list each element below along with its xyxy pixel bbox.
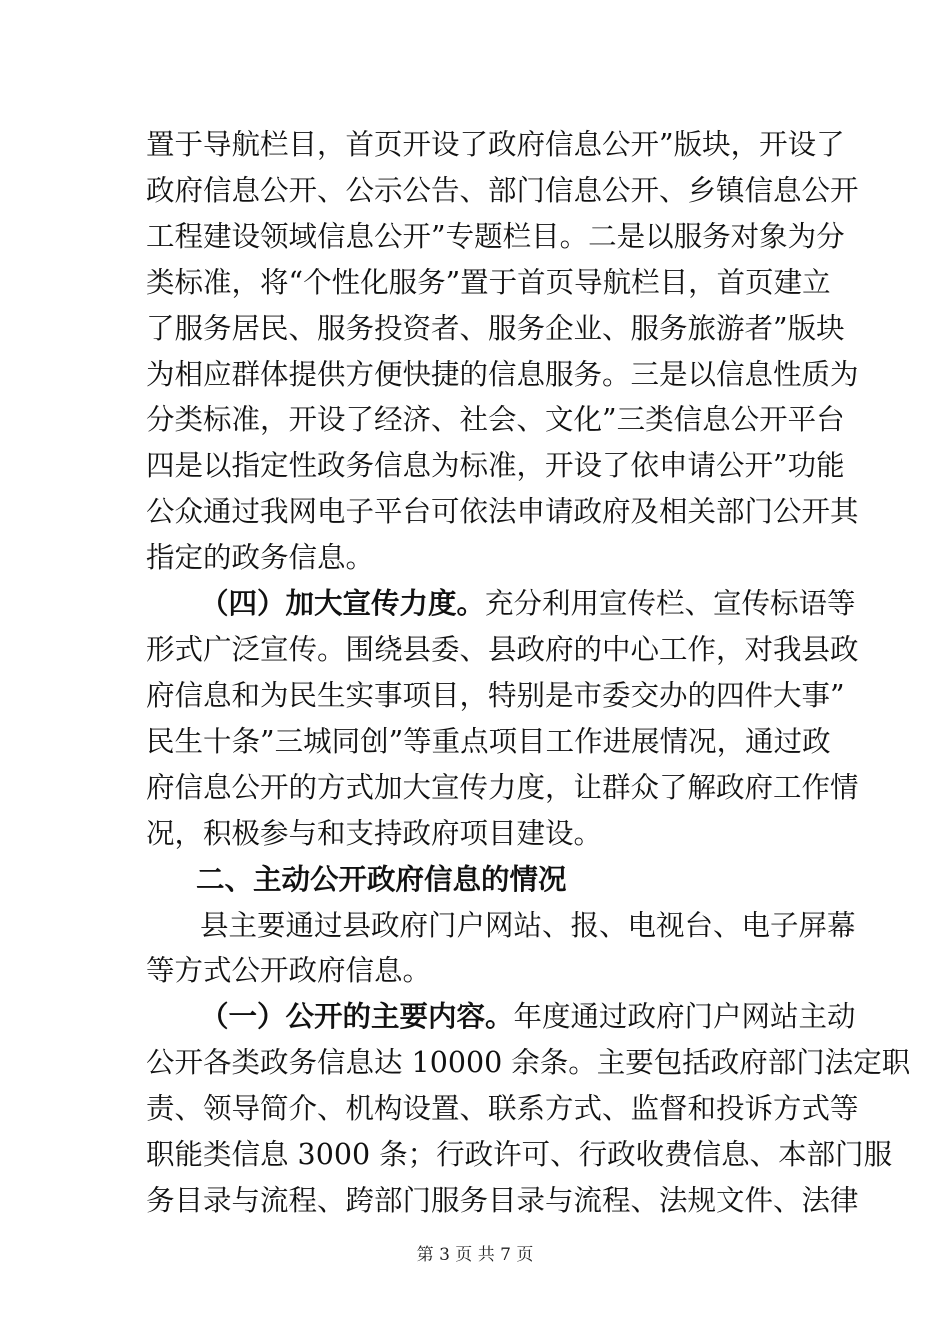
body-line: 责、领导简介、机构设置、联系方式、监督和投诉方式等 bbox=[146, 1092, 859, 1125]
section-4-first-line-text: 充分利用宣传栏、宣传标语等 bbox=[485, 587, 856, 620]
body-line: 务目录与流程、跨部门服务目录与流程、法规文件、法律 bbox=[146, 1184, 859, 1217]
section-1-first-line-text: 年度通过政府门户网站主动 bbox=[513, 1000, 856, 1033]
body-line: 四是以指定性政务信息为标准，开设了依申请公开”功能 bbox=[146, 449, 845, 482]
body-line: 县主要通过县政府门户网站、报、电视台、电子屏幕 bbox=[200, 909, 856, 942]
body-line: 类标准，将“个性化服务”置于首页导航栏目，首页建立 bbox=[146, 266, 831, 299]
body-line: 府信息和为民生实事项目，特别是市委交办的四件大事” bbox=[146, 679, 845, 712]
section-4-first-line bbox=[200, 579, 856, 629]
body-line: 职能类信息 3000 条；行政许可、行政收费信息、本部门服 bbox=[146, 1138, 893, 1171]
body-line: 工程建设领域信息公开”专题栏目。二是以服务对象为分 bbox=[146, 220, 845, 253]
section-4-heading: （四）加大宣传力度。 bbox=[200, 587, 486, 620]
body-line: 为相应群体提供方便快捷的信息服务。三是以信息性质为 bbox=[146, 358, 859, 391]
section-two-heading: 二、主动公开政府信息的情况 bbox=[196, 863, 567, 896]
body-line: 形式广泛宣传。围绕县委、县政府的中心工作，对我县政 bbox=[146, 633, 859, 666]
body-line: 府信息公开的方式加大宣传力度，让群众了解政府工作情 bbox=[146, 771, 859, 804]
body-line: 分类标准，开设了经济、社会、文化”三类信息公开平台 bbox=[146, 403, 845, 436]
body-line: 民生十条”三城同创”等重点项目工作进展情况，通过政 bbox=[146, 725, 831, 758]
body-line: 了服务居民、服务投资者、服务企业、服务旅游者”版块 bbox=[146, 312, 845, 345]
body-line: 置于导航栏目，首页开设了政府信息公开”版块，开设了 bbox=[146, 128, 845, 161]
body-line: 公众通过我网电子平台可依法申请政府及相关部门公开其 bbox=[146, 495, 859, 528]
body-line: 指定的政务信息。 bbox=[146, 541, 375, 574]
body-line: 公开各类政务信息达 10000 余条。主要包括政府部门法定职 bbox=[146, 1046, 911, 1079]
body-line: 况，积极参与和支持政府项目建设。 bbox=[146, 817, 603, 850]
section-1-first-line bbox=[200, 992, 856, 1042]
page-number-footer: 第 3 页 共 7 页 bbox=[416, 1245, 534, 1265]
body-line: 等方式公开政府信息。 bbox=[146, 954, 432, 987]
body-line: 政府信息公开、公示公告、部门信息公开、乡镇信息公开 bbox=[146, 174, 859, 207]
section-1-heading: （一）公开的主要内容。 bbox=[200, 1000, 514, 1033]
